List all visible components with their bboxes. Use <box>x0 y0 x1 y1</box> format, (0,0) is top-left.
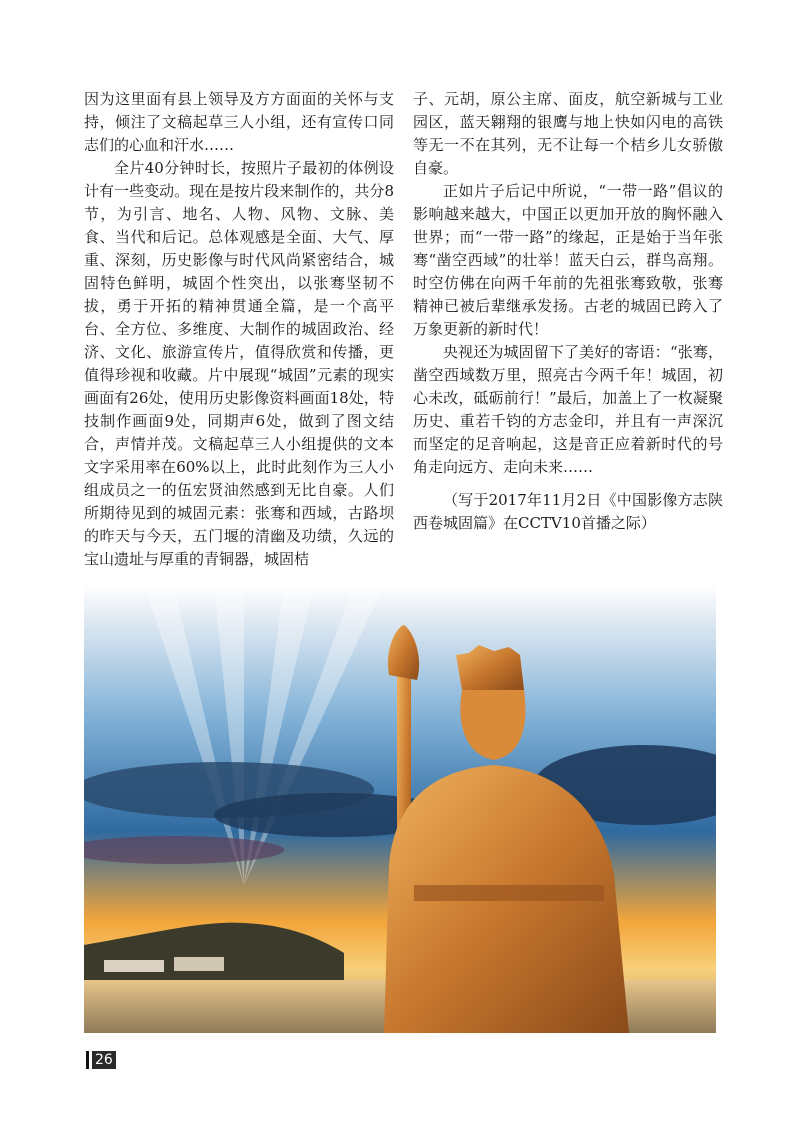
paragraph: 因为这里面有县上领导及方方面面的关怀与支持，倾注了文稿起草三人小组，还有宣传口同志们的心血和汗水…… <box>84 90 394 154</box>
paragraph: 正如片子后记中所说，“一带一路”倡议的影响越来越大，中国正以更加开放的胸怀融入世界；而“一带一路”的缘起，正是始于当年张骞“凿空西域”的壮举！蓝天白云，群鸟高翔。时空仿佛在向两千年前的先祖张骞致敬，张骞精神已被后辈继承发扬。古老的城固已跨入了万象更新的新时代！ <box>413 182 723 338</box>
paragraph: 全片40分钟时长，按照片子最初的体例设计有一些变动。现在是按片段来制作的，共分8节，为引言、地名、人物、风物、文脉、美食、当代和后记。总体观感是全面、大气、厚重、深刻，历史影像与时代风尚紧密结合，城固特色鲜明，城固个性突出，以张骞坚韧不拔，勇于开拓的精神贯通全篇，是一个高平台、全方位、多维度、大制作的城固政治、经济、文化、旅游宣传片，值得欣赏和传播，更值得珍视和收藏。片中展现“城固”元素的现实画面有26处，使用历史影像资料画面18处，特技制作画面9处，同期声6处，做到了图文结合，声情并茂。文稿起草三人小组提供的文本文字采用率在60%以上，此时此刻作为三人小组成员之一的伍宏贤油然感到无比自豪。人们所期待见到的城固元素：张骞和西域，古路坝的昨天与今天，五门堰的清幽及功绩，久远的宝山遗址与厚重的青铜器，城固桔 <box>84 159 394 568</box>
page-number <box>86 1051 116 1069</box>
statue-photo-illustration <box>84 585 716 1033</box>
paragraph: 子、元胡，原公主席、面皮，航空新城与工业园区，蓝天翱翔的银鹰与地上快如闪电的高铁等无一不在其列，无不让每一个桔乡儿女骄傲自豪。 <box>413 90 723 177</box>
statue-photo <box>84 585 716 1033</box>
paragraph: 央视还为城固留下了美好的寄语：“张骞，凿空西域数万里，照亮古今两千年！城固，初心未改，砥砺前行！”最后，加盖上了一枚凝聚历史、重若千钧的方志金印，并且有一声深沉而坚定的足音响起，这是音正应着新时代的号角走向远方、走向未来…… <box>413 343 723 476</box>
date-note: （写于2017年11月2日《中国影像方志陕西卷城固篇》在CCTV10首播之际） <box>413 491 723 532</box>
page-number-label: 26 <box>92 1051 116 1069</box>
page-number-bar <box>86 1051 89 1069</box>
right-column <box>413 88 723 535</box>
left-column <box>84 88 394 571</box>
